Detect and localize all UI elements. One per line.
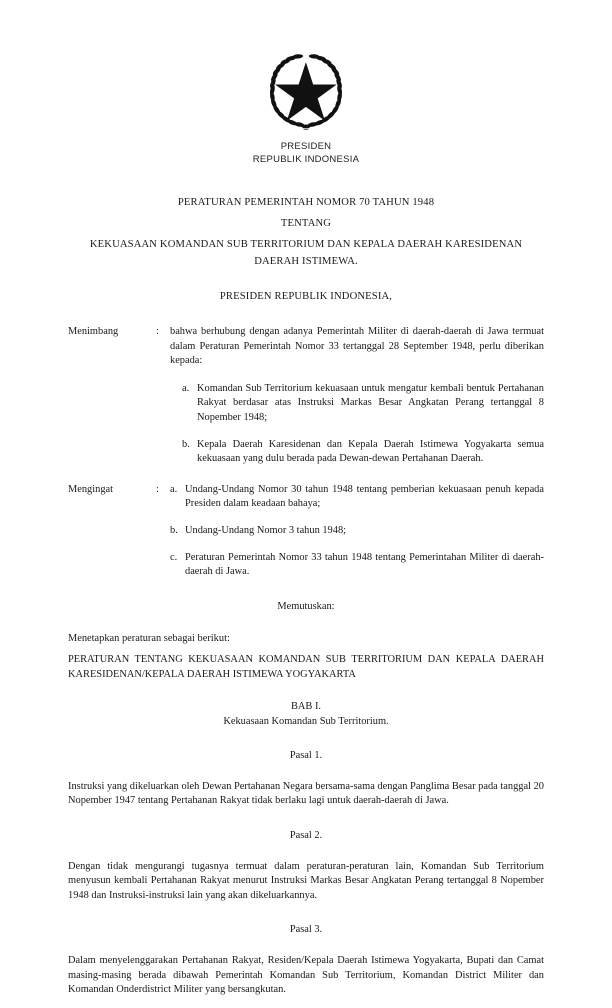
mengingat-label: Mengingat <box>68 483 114 495</box>
issuing-authority: PRESIDEN REPUBLIK INDONESIA, <box>219 291 393 302</box>
list-item-marker: b. <box>182 438 190 450</box>
menimbang-intro: bahwa berhubung dengan adanya Pemerintah Militer di daerah-daerah di Jawa termuat dalam Peraturan Pemerintah Nomor 33 tertanggal 28 September 1948, perlu diberikan kepada: <box>170 326 544 367</box>
enacted-regulation-title: PERATURAN TENTANG KEKUASAAN KOMANDAN SUB TERRITORIUM DAN KEPALA DAERAH KARESIDENAN/KEPALA DAERAH ISTIMEWA YOGYAKARTA <box>68 653 544 680</box>
letterhead-line-presiden: PRESIDEN <box>280 141 332 152</box>
pasal-1-heading: Pasal 1. <box>289 750 323 762</box>
mengingat-body <box>170 483 544 580</box>
menimbang-item-list <box>182 382 544 467</box>
list-item <box>170 551 544 580</box>
list-item-text: Peraturan Pemerintah Nomor 33 tahun 1948 tentang Pemerintahan Militer di daerah-daerah di Jawa. <box>185 551 544 578</box>
list-item-text: Komandan Sub Territorium kekuasaan untuk mengatur kembali bentuk Pertahanan Rakyat berdasar atas Instruksi Markas Besar Angkatan Perang tertanggal 8 Nopember 1948; <box>197 382 544 423</box>
menimbang-colon: : <box>156 326 159 337</box>
letterhead <box>68 0 544 166</box>
mengingat-row <box>68 483 544 580</box>
pasal-2-body: Dengan tidak mengurangi tugasnya termuat dalam peraturan-peraturan lain, Komandan Sub Territorium menyusun kembali Pertahanan Rakyat menurut Instruksi Markas Besar Angkatan Perang tertanggal 8 Nopember 1948 dan Instruksi-instruksi lain yang akan dikeluarkannya. <box>68 860 544 901</box>
mengingat-colon: : <box>156 483 159 495</box>
subject-title-line2: DAERAH ISTIMEWA. <box>254 256 358 267</box>
pasal-3-body: Dalam menyelenggarakan Pertahanan Rakyat, Residen/Kepala Daerah Istimewa Yogyakarta, Bupati dan Camat masing-masing berada dibawah Pemerintah Komandan Sub Territorium, Komandan District Militer dan Komandan Onderdistrict Militer yang bersangkutan. <box>68 955 544 996</box>
list-item-text: Undang-Undang Nomor 30 tahun 1948 tentang pemberian kekuasaan penuh kepada Presiden dalam keadaan bahaya; <box>185 483 544 510</box>
menimbang-body <box>170 325 544 467</box>
pasal-2-heading: Pasal 2. <box>289 830 323 842</box>
letterhead-line-republik-indonesia: REPUBLIK INDONESIA <box>252 153 360 165</box>
list-item-marker: a. <box>170 483 178 495</box>
bab-title: Kekuasaan Komandan Sub Territorium. <box>223 715 389 727</box>
list-item-marker: b. <box>170 524 178 536</box>
menetapkan-line: Menetapkan peraturan sebagai berikut: <box>68 633 230 645</box>
list-item-marker: a. <box>182 382 190 394</box>
tentang-label: TENTANG <box>280 218 332 229</box>
bab-number: BAB I. <box>290 701 322 713</box>
subject-title-line1: KEKUASAAN KOMANDAN SUB TERRITORIUM DAN KEPALA DAERAH KARESIDENAN <box>89 239 523 250</box>
document-title-block <box>68 194 544 305</box>
pasal-3-heading: Pasal 3. <box>289 924 323 936</box>
list-item <box>182 438 544 467</box>
considerations-section <box>68 325 544 580</box>
list-item <box>170 524 544 539</box>
regulation-number-title: PERATURAN PEMERINTAH NOMOR 70 TAHUN 1948 <box>177 197 435 208</box>
garuda-star-wreath-emblem <box>258 42 354 138</box>
menimbang-row <box>68 325 544 467</box>
list-item <box>170 483 544 512</box>
menimbang-label: Menimbang <box>68 326 119 337</box>
list-item <box>182 382 544 426</box>
mengingat-item-list <box>170 483 544 580</box>
memutuskan-heading: Memutuskan: <box>277 600 335 612</box>
list-item-marker: c. <box>170 551 178 563</box>
list-item-text: Kepala Daerah Karesidenan dan Kepala Daerah Istimewa Yogyakarta semua kekuasaan yang dulu berada pada Dewan-dewan Pertahanan Daerah. <box>197 438 544 465</box>
list-item-text: Undang-Undang Nomor 3 tahun 1948; <box>185 524 347 536</box>
pasal-1-body: Instruksi yang dikeluarkan oleh Dewan Pertahanan Negara bersama-sama dengan Panglima Besar pada tanggal 20 Nopember 1947 tentang Pertahanan Rakyat tidak berlaku lagi untuk daerah-daerah di Jawa. <box>68 780 544 807</box>
letterhead-caption <box>68 141 544 166</box>
